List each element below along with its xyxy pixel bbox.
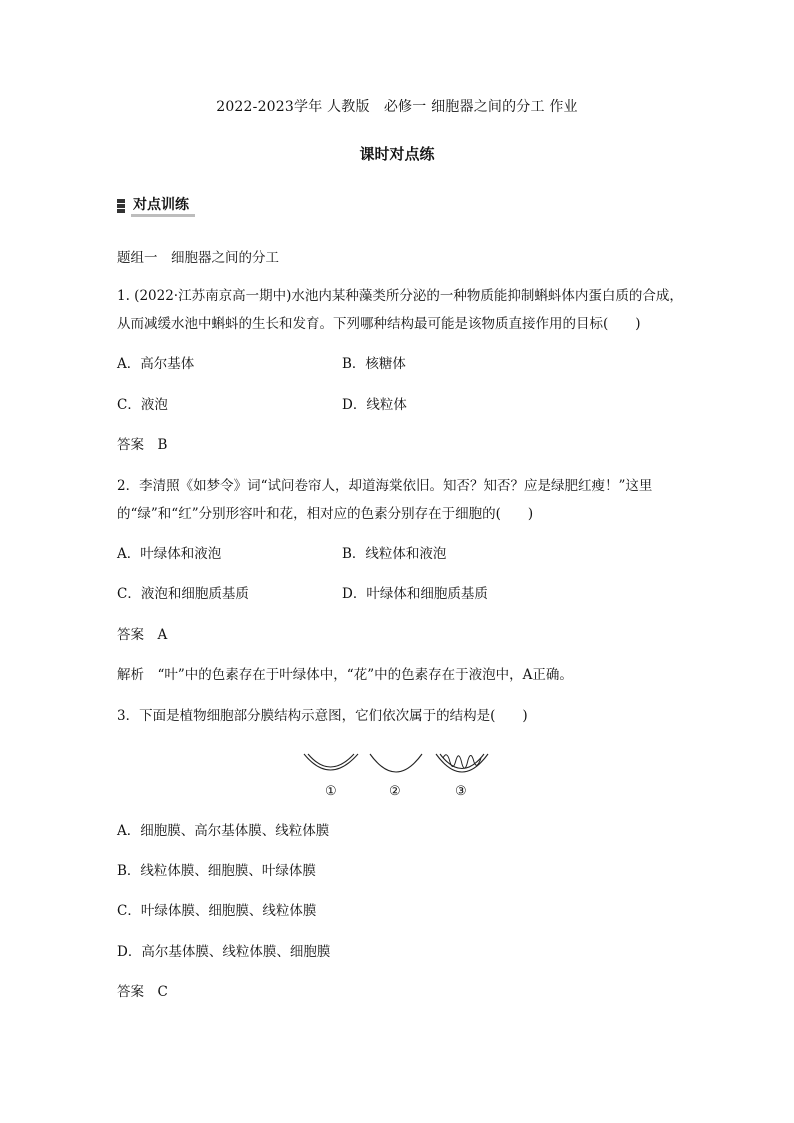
section-heading (117, 196, 195, 216)
q3-option-a: A．细胞膜、高尔基体膜、线粒体膜 (117, 823, 330, 839)
membrane-figure-3 (436, 754, 488, 772)
q1-option-a: A．高尔基体 (117, 356, 195, 372)
q2-option-d: D．叶绿体和细胞质基质 (342, 586, 488, 602)
group-heading: 题组一 细胞器之间的分工 (117, 250, 279, 266)
section-marker-icon (117, 199, 127, 213)
figure-label-2: ② (389, 784, 401, 799)
q2-answer: 答案 A (117, 627, 168, 643)
membrane-figure-2 (370, 754, 422, 772)
q3-option-c: C．叶绿体膜、细胞膜、线粒体膜 (117, 903, 317, 919)
q3-answer: 答案 C (117, 984, 168, 1000)
membrane-structure-figure (300, 750, 500, 810)
figure-label-3: ③ (455, 784, 467, 799)
q1-option-b: B．核糖体 (342, 356, 406, 372)
document-subtitle: 课时对点练 (359, 145, 435, 163)
q2-option-c: C．液泡和细胞质基质 (117, 586, 249, 602)
q2-option-a: A．叶绿体和液泡 (117, 546, 222, 562)
q1-stem-line2: 从而减缓水池中蝌蚪的生长和发育。下列哪种结构最可能是该物质直接作用的目标( ) (117, 316, 641, 332)
q1-stem-line1: 1. (2022·江苏南京高一期中)水池内某种藻类所分泌的一种物质能抑制蝌蚪体内蛋白质的合成， (117, 288, 683, 304)
q2-option-b: B．线粒体和液泡 (342, 546, 447, 562)
figure-label-1: ① (325, 784, 337, 799)
q3-option-b: B．线粒体膜、细胞膜、叶绿体膜 (117, 863, 316, 879)
q3-stem-line1: 3．下面是植物细胞部分膜结构示意图，它们依次属于的结构是( ) (117, 708, 528, 724)
q1-option-c: C．液泡 (117, 397, 168, 413)
q2-analysis: 解析 “叶”中的色素存在于叶绿体中，“花”中的色素存在于液泡中，A正确。 (117, 667, 573, 683)
section-heading-label: 对点训练 (131, 196, 195, 217)
q3-option-d: D．高尔基体膜、线粒体膜、细胞膜 (117, 944, 331, 960)
document-title: 2022-2023学年 人教版 必修一 细胞器之间的分工 作业 (216, 99, 578, 115)
q1-answer: 答案 B (117, 437, 168, 453)
q2-stem-line1: 2．李清照《如梦令》词“试问卷帘人，却道海棠依旧。知否？知否？应是绿肥红瘦！”这里 (117, 478, 653, 494)
membrane-figure-1 (304, 754, 358, 770)
q1-option-d: D．线粒体 (342, 397, 407, 413)
q2-stem-line2: 的“绿”和“红”分别形容叶和花，相对应的色素分别存在于细胞的( ) (117, 506, 534, 522)
